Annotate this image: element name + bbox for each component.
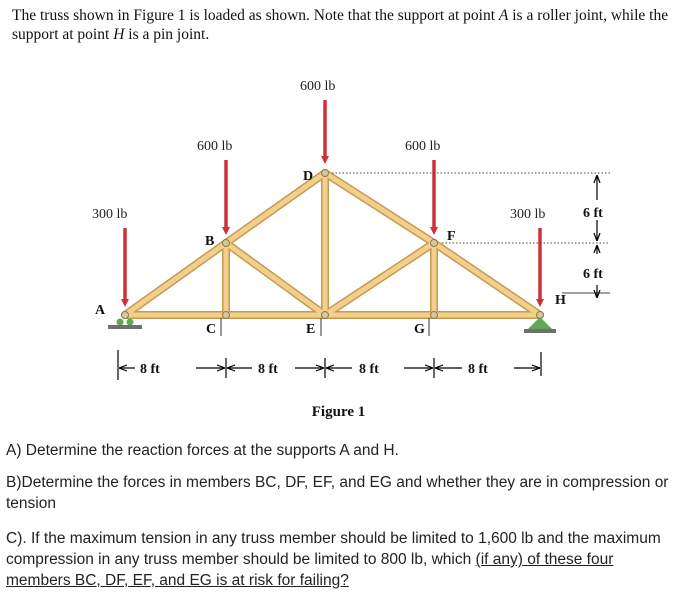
joint-pins	[122, 170, 544, 319]
joint-label-c: C	[206, 322, 217, 337]
joint-f-pin	[431, 240, 438, 247]
joint-label-f: F	[447, 229, 456, 244]
load-label-a: 300 lb	[92, 207, 128, 222]
height-label-upper: 6 ft	[583, 206, 603, 221]
question-a: A) Determine the reaction forces at the supports A and H.	[6, 442, 399, 459]
truss-members	[125, 173, 540, 315]
intro-text-1: The truss shown in Figure 1 is loaded as shown. Note that the support at point	[12, 7, 499, 24]
truss-figure	[0, 60, 677, 400]
question-b: B)Determine the forces in members BC, DF, EF, and EG and whether they are in compression or tension	[6, 474, 669, 512]
question-c-underlined: (if any) of these four members BC, DF, EF, and EG is at risk for failing?	[6, 551, 614, 589]
question-c	[6, 528, 672, 591]
span-label-2: 8 ft	[258, 362, 278, 377]
span-label-4: 8 ft	[468, 362, 488, 377]
intro-point-h: H	[113, 26, 125, 43]
figure-caption: Figure 1	[311, 404, 366, 420]
joint-c-pin	[223, 312, 230, 319]
joint-g-pin	[431, 312, 438, 319]
joint-label-d: D	[303, 169, 314, 184]
question-c-text: C). If the maximum tension in any truss member should be limited to 1,600 lb and the maximum compression in any truss member should be limited to 800 lb, which	[6, 530, 661, 568]
pin-support-h	[524, 317, 556, 333]
height-label-lower: 6 ft	[583, 267, 603, 282]
joint-e-pin	[322, 312, 329, 319]
load-label-b: 600 lb	[197, 139, 233, 154]
joint-b-pin	[223, 240, 230, 247]
joint-label-h: H	[555, 293, 566, 308]
load-label-f: 600 lb	[405, 139, 441, 154]
roller-support-a	[108, 319, 142, 330]
joint-d-pin	[322, 170, 329, 177]
load-label-h: 300 lb	[510, 207, 546, 222]
joint-label-g: G	[414, 322, 425, 337]
span-label-1: 8 ft	[140, 362, 160, 377]
intro-text-3: is a pin joint.	[124, 26, 210, 43]
joint-label-a: A	[95, 303, 106, 318]
joint-label-b: B	[205, 234, 215, 249]
joint-a-pin	[122, 312, 129, 319]
intro-text-2: is a roller joint, while the support at point	[12, 7, 669, 43]
intro-point-a: A	[498, 7, 509, 24]
joint-label-e: E	[306, 322, 316, 337]
load-label-d: 600 lb	[300, 79, 336, 94]
span-label-3: 8 ft	[359, 362, 379, 377]
problem-statement	[12, 6, 672, 44]
